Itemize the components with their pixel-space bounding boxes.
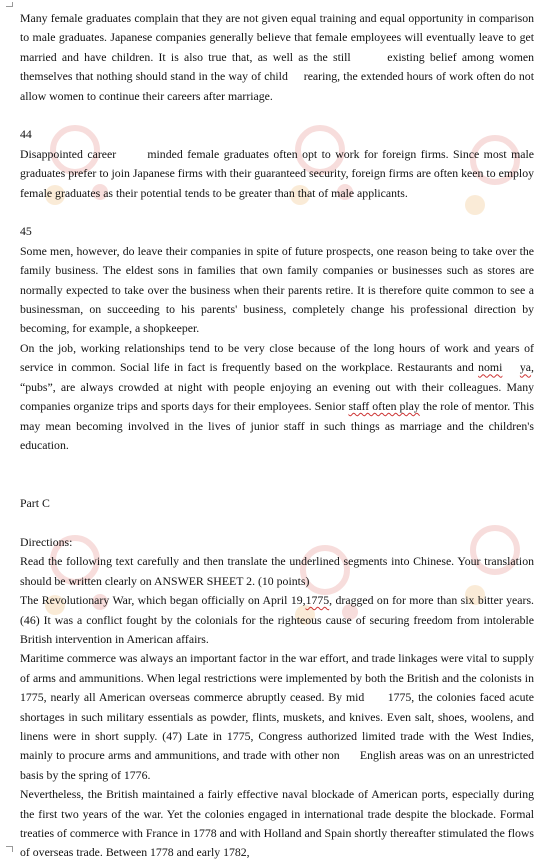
spellcheck-marked-text: nomi (478, 360, 503, 375)
spellcheck-marked-text: 1775 (305, 593, 330, 608)
document-body (20, 9, 534, 863)
text-run: On the job, working relationships tend to be very close because of the long hours of work and years of service in common. Social life in fact is frequently based on the workplace. Restaurants and (20, 340, 534, 375)
paragraph (20, 339, 534, 455)
paragraph: Maritime commerce was always an important factor in the war effort, and trade linkages were vital to supply of arms and ammunitions. When legal restrictions were implemented by both the British and the colonists in 1775, nearly all American overseas commerce abruptly ceased. By mid 1775, the colonies faced acute shortages in such military essentials as powder, flints, muskets, and knives. Even salt, shoes, woolens, and linens were in short supply. (47) Late in 1775, Congress authorized limited trade with the West Indies, mainly to procure arms and ammunitions, and trade with other non English areas was on an unrestricted basis by the spring of 1776. (20, 651, 534, 782)
paragraph: Many female graduates complain that they are not given equal training and equal opportunity in comparison to male graduates. Japanese companies generally believe that female employees will eventually leave to get married and have children. It is also true that, as well as the still existing belief among women themselves that nothing should stand in the way of child rearing, the extended hours of work often do not allow women to continue their careers after marriage. (20, 11, 534, 103)
section-heading: Directions: (20, 534, 73, 549)
text-run: The Revolutionary War, which began officially on April 19, (20, 593, 306, 608)
text-run: the role of mentor. This may mean becoming involved in the lives of junior staff in such things as marriage and the children's education. (20, 399, 534, 452)
blank-line (20, 514, 534, 533)
crop-mark-top (6, 2, 13, 7)
paragraph: Nevertheless, the British maintained a fairly effective naval blockade of American ports, especially during the first two years of the war. Yet the colonies engaged in international trade despite the blockade. Formal treaties of commerce with France in 1778 and with Holland and Spain shortly thereafter stimulated the flows of overseas trade. Between 1778 and early 1782, (20, 787, 534, 860)
question-number: 44 (20, 127, 32, 142)
paragraph: Some men, however, do leave their companies in spite of future prospects, one reason being to take over the family business. The eldest sons in families that own family companies or businesses such as stores are normally expected to take over the business when their parents retire. It is therefore quite common to see a businessman, on succeeding to his parents' business, completely change his professional direction by becoming, for example, a shopkeeper. (20, 243, 534, 336)
blank-line (20, 455, 534, 494)
spellcheck-marked-text: ya (519, 360, 532, 375)
blank-line (20, 203, 534, 222)
section-heading: Part C (20, 496, 50, 511)
spellcheck-marked-text: staff often play (348, 399, 420, 414)
question-number: 45 (20, 224, 32, 239)
text-run: , dragged on for more than six bitter years. (46) It was a conflict fought by the colonials for the righteous cause of securing freedom from intolerable British intervention in American affairs. (20, 593, 534, 646)
blank-line (20, 106, 534, 125)
paragraph (20, 591, 534, 649)
paragraph: Disappointed career minded female graduates often opt to work for foreign firms. Since most male graduates prefer to join Japanese firms with their guaranteed security, foreign firms are often keen to employ female graduates as their potential tends to be greater than that of male applicants. (20, 146, 534, 200)
text-run (502, 360, 520, 374)
paragraph: Read the following text carefully and then translate the underlined segments into Chinese. Your translation should be written clearly on ANSWER SHEET 2. (10 points) (20, 554, 534, 588)
crop-mark-bottom (6, 846, 13, 852)
text-run: , “pubs”, are always crowded at night with people enjoying an evening out with their colleagues. Many companies organize trips and sports days for their employees. Senior (20, 360, 534, 414)
